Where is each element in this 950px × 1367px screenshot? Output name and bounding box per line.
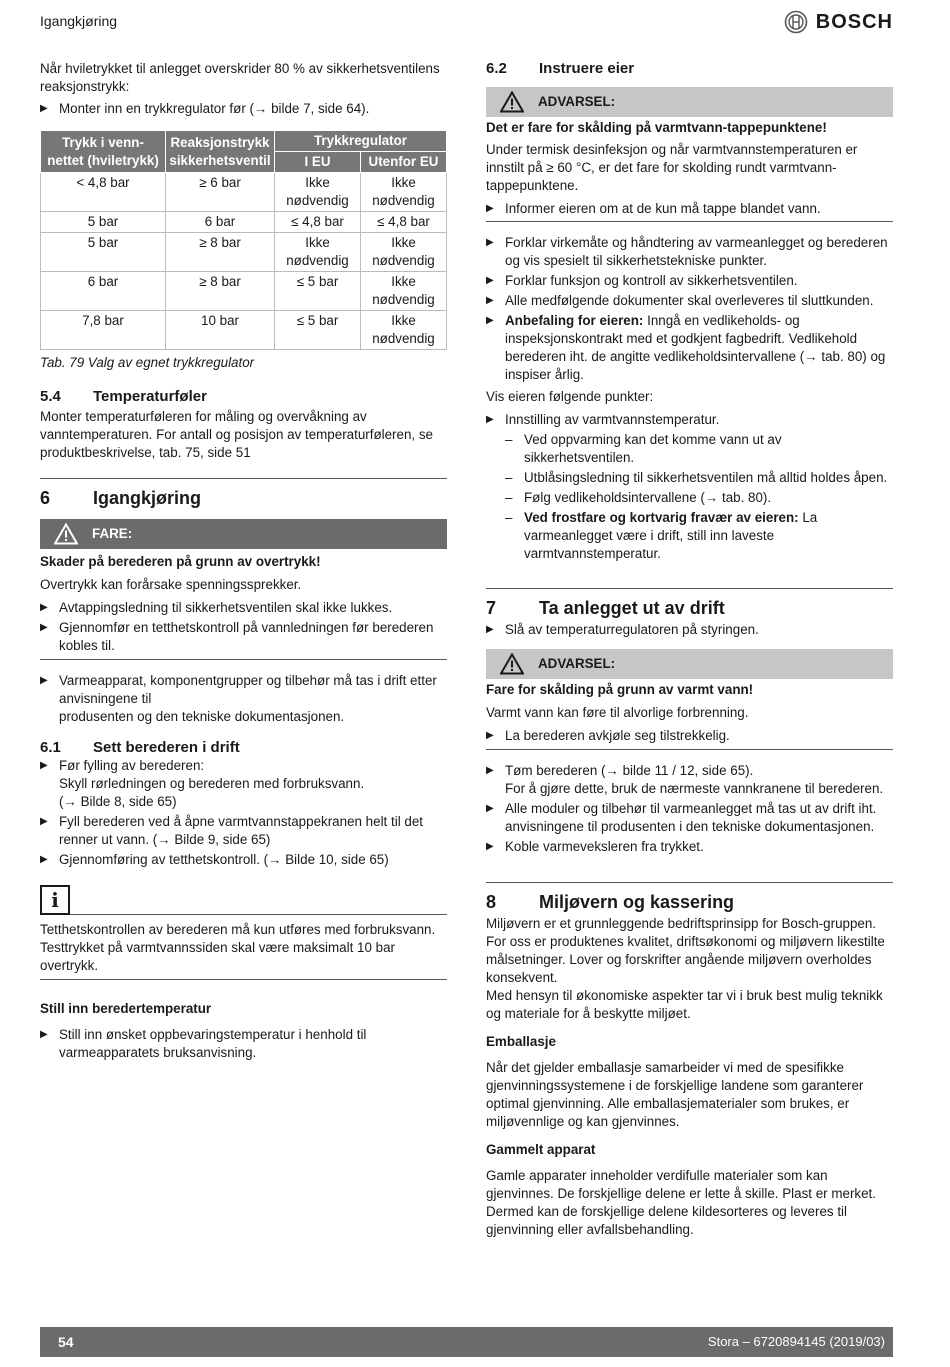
bosch-armature-icon	[784, 10, 808, 34]
section-6-heading	[40, 487, 447, 509]
bullet-arrow-icon: ▶	[40, 622, 48, 633]
right-column	[486, 60, 893, 1239]
bullet-text: Forklar funksjon og kontroll av sikkerhetsventilen.	[505, 273, 798, 288]
brand-name: BOSCH	[815, 11, 893, 33]
pressure-regulator-table	[40, 130, 447, 350]
list-item	[40, 672, 447, 726]
bullet-text: Før fylling av berederen:	[59, 758, 205, 773]
list-item	[486, 621, 893, 639]
old-appliance-text: Gamle apparater inneholder verdifulle materialer som kan gjenvinnes. De forskjellige delene er lette å skille. Plast er merket. Dermed kan de forskjellige delene kildesorteres og leveres til gjenvinning eller avfallsbehandling.	[486, 1168, 877, 1237]
table-row	[41, 173, 447, 212]
table-cell: 6 bar	[166, 212, 275, 233]
info-icon: i	[40, 885, 70, 915]
frost-label: Ved frostfare og kortvarig fravær av eieren:	[524, 510, 799, 525]
bullet-arrow-icon: ▶	[486, 841, 494, 852]
danger-end-rule	[40, 659, 447, 660]
packaging-heading: Emballasje	[486, 1034, 556, 1049]
left-column	[40, 60, 447, 1062]
table-cell: 6 bar	[41, 272, 166, 311]
dash-item: – Følg vedlikeholdsintervallene (→ tab. 80).	[505, 490, 772, 505]
bullet-arrow-icon: ▶	[40, 103, 48, 114]
table-cell: < 4,8 bar	[41, 173, 166, 212]
bullet-text: Monter inn en trykkregulator før (→ bilde 7, side 64).	[59, 101, 370, 116]
list-item	[40, 813, 447, 849]
bosch-logo	[784, 10, 893, 34]
dash-text: Ved oppvarming kan det komme vann ut av sikkerhetsventilen.	[524, 432, 782, 465]
warning-triangle-icon	[40, 523, 92, 545]
list-item	[486, 272, 893, 290]
danger-title: Skader på berederen på grunn av overtrykk!	[40, 554, 321, 569]
warning-label: ADVARSEL:	[538, 656, 616, 671]
bullet-text: (→ Bilde 8, side 65)	[59, 794, 177, 809]
list-item	[486, 800, 893, 836]
env-text-3: Med hensyn til økonomiske aspekter tar vi i bruk best mulig teknikk og materiale for å beskytte miljøet.	[486, 988, 883, 1021]
bullet-arrow-icon: ▶	[40, 854, 48, 865]
list-item	[486, 727, 893, 745]
table-cell: ≤ 4,8 bar	[361, 212, 447, 233]
table-row	[41, 272, 447, 311]
table-cell: Ikke nødvendig	[275, 173, 361, 212]
intro-text: Når hviletrykket til anlegget overskrider 80 % av sikkerhetsventilens reaksjonstrykk:	[40, 61, 440, 94]
section-number: 8	[486, 892, 497, 912]
bullet-text: Innstilling av varmtvannstemperatur.	[505, 412, 720, 427]
env-text-2: For oss er produktenes kvalitet, driftsøkonomi og miljøvern likestilte målsetninger. Lover og forskrifter angående miljøvern overholdes konsekvent.	[486, 934, 885, 985]
table-cell: Ikke nødvendig	[361, 233, 447, 272]
warning-triangle-icon	[486, 653, 538, 675]
table-caption: Tab. 79 Valg av egnet trykkregulator	[40, 355, 255, 370]
danger-text: Overtrykk kan forårsake spenningssprekker.	[40, 577, 302, 592]
intro-bullet	[40, 100, 447, 118]
section-8-heading	[486, 891, 893, 913]
th-outside-eu: Utenfor EU	[361, 152, 447, 173]
section-5-4-heading	[40, 388, 447, 406]
recommendation-label: Anbefaling for eieren:	[505, 313, 644, 328]
section-6-2-heading	[486, 60, 893, 78]
bullet-text: Alle moduler og tilbehør til varmeanlegget må tas ut av drift iht. anvisningene til produsenten i den tekniske dokumentasjonen.	[505, 801, 877, 834]
dash-item: – Utblåsingsledning til sikkerhetsventilen må alltid holdes åpen.	[505, 470, 888, 485]
section-title: Igangkjøring	[93, 488, 201, 508]
dash-text: Utblåsingsledning til sikkerhetsventilen må alltid holdes åpen.	[524, 470, 888, 485]
section-title: Temperaturføler	[93, 388, 207, 405]
warning-text: Under termisk desinfeksjon og når varmtvannstemperaturen er innstilt på ≥ 60 °C, er det fare for skolding rundt varmtvann-tappepunktene.	[486, 142, 858, 193]
section-5-4-text: Monter temperaturføleren for måling og overvåkning av vanntemperaturen. For antall og posisjon av temperaturføleren, se produktbeskrivelse, tab. 75, side 51	[40, 409, 433, 460]
bullet-text: Slå av temperaturregulatoren på styringen.	[505, 622, 759, 637]
warning-banner	[486, 87, 893, 117]
bullet-arrow-icon: ▶	[40, 602, 48, 613]
section-divider	[486, 882, 893, 883]
list-item	[486, 292, 893, 310]
bullet-arrow-icon: ▶	[486, 237, 494, 248]
bullet-text: Still inn ønsket oppbevaringstemperatur i henhold til varmeapparatets bruksanvisning.	[59, 1027, 367, 1060]
section-number: 5.4	[40, 388, 61, 405]
bullet-arrow-icon: ▶	[486, 315, 494, 326]
table-cell: ≤ 5 bar	[275, 272, 361, 311]
table-row	[41, 311, 447, 350]
table-cell: 5 bar	[41, 212, 166, 233]
section-divider	[486, 588, 893, 589]
section-title: Ta anlegget ut av drift	[539, 598, 725, 618]
list-item	[486, 762, 893, 798]
table-cell: ≤ 5 bar	[275, 311, 361, 350]
bullet-arrow-icon: ▶	[486, 803, 494, 814]
dash-item: – Ved frostfare og kortvarig fravær av eieren: La varmeanlegget være i drift, still inn laveste varmtvannstemperatur.	[505, 510, 818, 561]
env-text-1: Miljøvern er et grunnleggende bedriftsprinsipp for Bosch-gruppen.	[486, 916, 877, 931]
document-reference: Stora – 6720894145 (2019/03)	[707, 1334, 885, 1349]
list-item	[486, 411, 893, 429]
info-note	[40, 885, 447, 915]
list-item	[40, 619, 447, 655]
section-number: 7	[486, 598, 497, 618]
th-network-pressure: Trykk i venn-nettet (hviletrykk)	[41, 131, 166, 173]
th-in-eu: I EU	[275, 152, 361, 173]
bullet-text: Inngå en vedlikeholds- og inspeksjonskontrakt med et godkjent fagbedrift. Vedlikehold berederen iht. de angitte vedlikeholdsintervallene (→ tab. 80) og inspiser årlig.	[505, 313, 886, 382]
list-item	[486, 234, 893, 270]
table-cell: 5 bar	[41, 233, 166, 272]
table-cell: Ikke nødvendig	[361, 272, 447, 311]
table-cell: Ikke nødvendig	[275, 233, 361, 272]
list-item	[486, 312, 893, 384]
bullet-arrow-icon: ▶	[486, 275, 494, 286]
bullet-text: Skyll rørledningen og berederen med forbruksvann.	[59, 776, 365, 791]
dash-text: La varmeanlegget være i drift, still inn laveste varmtvannstemperatur.	[524, 510, 818, 561]
warning-label: ADVARSEL:	[538, 94, 616, 109]
section-number: 6.1	[40, 739, 61, 756]
danger-banner	[40, 519, 447, 549]
section-title: Miljøvern og kassering	[539, 892, 735, 912]
section-number: 6.2	[486, 60, 507, 77]
still-heading: Still inn beredertemperatur	[40, 1001, 212, 1016]
bullet-arrow-icon: ▶	[486, 414, 494, 425]
table-cell: ≤ 4,8 bar	[275, 212, 361, 233]
warning-end-rule	[486, 749, 893, 750]
warning-text: Varmt vann kan føre til alvorlige forbrenning.	[486, 705, 749, 720]
list-item	[486, 200, 893, 218]
page-footer	[40, 1327, 893, 1357]
bullet-text: Gjennomføring av tetthetskontroll. (→ Bilde 10, side 65)	[59, 852, 389, 867]
table-row	[41, 233, 447, 272]
list-item	[40, 757, 447, 811]
bullet-arrow-icon: ▶	[40, 816, 48, 827]
section-divider	[40, 478, 447, 479]
bullet-text: produsenten og den tekniske dokumentasjonen.	[59, 709, 345, 724]
table-row	[41, 212, 447, 233]
bullet-text: La berederen avkjøle seg tilstrekkelig.	[505, 728, 730, 743]
section-7-heading	[486, 597, 893, 619]
table-cell: Ikke nødvendig	[361, 173, 447, 212]
packaging-text: Når det gjelder emballasje samarbeider vi med de spesifikke gjenvinningssystemene i de forskjellige landene som garanterer optimal gjenvinning. Alle emballasjematerialer som brukes, er miljøvennlige og kan gjenvinnes.	[486, 1060, 864, 1129]
dash-text: Følg vedlikeholdsintervallene (→ tab. 80).	[524, 490, 772, 505]
table-cell: ≥ 8 bar	[166, 233, 275, 272]
warning-banner	[486, 649, 893, 679]
page-number: 54	[58, 1334, 74, 1350]
bullet-arrow-icon: ▶	[486, 624, 494, 635]
bullet-text: For å gjøre dette, bruk de nærmeste vannkranene til berederen.	[505, 781, 884, 796]
note-text-2: Testtrykket på varmtvannssiden skal være maksimalt 10 bar overtrykk.	[40, 940, 395, 973]
list-item	[40, 599, 447, 617]
danger-label: FARE:	[92, 526, 133, 541]
bullet-text: Informer eieren om at de kun må tappe blandet vann.	[505, 201, 821, 216]
section-title: Instruere eier	[539, 60, 635, 77]
bullet-text: Gjennomfør en tetthetskontroll på vannledningen før berederen kobles til.	[59, 620, 434, 653]
table-cell: 7,8 bar	[41, 311, 166, 350]
bullet-arrow-icon: ▶	[486, 295, 494, 306]
vis-text: Vis eieren følgende punkter:	[486, 389, 654, 404]
note-end-rule	[40, 979, 447, 980]
bullet-text: Tøm berederen (→ bilde 11 / 12, side 65).	[505, 763, 754, 778]
bullet-arrow-icon: ▶	[40, 675, 48, 686]
table-cell: ≥ 6 bar	[166, 173, 275, 212]
th-regulator-group: Trykkregulator	[275, 131, 447, 152]
list-item	[40, 851, 447, 869]
bullet-text: Forklar virkemåte og håndtering av varmeanlegget og berederen og vis spesielt til sikkerhetstekniske punkter.	[505, 235, 888, 268]
bullet-arrow-icon: ▶	[486, 203, 494, 214]
section-number: 6	[40, 488, 51, 508]
note-text-1: Tetthetskontrollen av berederen må kun utføres med forbruksvann.	[40, 922, 436, 937]
warning-title: Fare for skålding på grunn av varmt vann!	[486, 682, 754, 697]
bullet-text: Varmeapparat, komponentgrupper og tilbehør må tas i drift etter anvisningene til	[59, 673, 437, 706]
th-reaction-pressure: Reaksjonstrykk sikkerhetsventil	[166, 131, 275, 173]
warning-triangle-icon	[486, 91, 538, 113]
table-cell: ≥ 8 bar	[166, 272, 275, 311]
bullet-arrow-icon: ▶	[40, 760, 48, 771]
table-cell: Ikke nødvendig	[361, 311, 447, 350]
dash-item: – Ved oppvarming kan det komme vann ut av sikkerhetsventilen.	[486, 431, 893, 467]
list-item	[40, 1026, 447, 1062]
warning-title: Det er fare for skålding på varmtvann-tappepunktene!	[486, 120, 827, 135]
list-item	[486, 838, 893, 856]
note-rule	[70, 914, 447, 915]
bullet-text: Alle medfølgende dokumenter skal overleveres til sluttkunden.	[505, 293, 874, 308]
old-appliance-heading: Gammelt apparat	[486, 1142, 596, 1157]
table-cell: 10 bar	[166, 311, 275, 350]
section-6-1-heading	[40, 739, 447, 757]
bullet-text: Koble varmeveksleren fra trykket.	[505, 839, 704, 854]
bullet-arrow-icon: ▶	[486, 765, 494, 776]
warning-end-rule	[486, 221, 893, 222]
bullet-text: Avtappingsledning til sikkerhetsventilen skal ikke lukkes.	[59, 600, 393, 615]
running-header: Igangkjøring	[40, 13, 118, 29]
bullet-text: Fyll berederen ved å åpne varmtvannstappekranen helt til det renner ut vann. (→ Bilde 9, side 65)	[59, 814, 423, 847]
section-title: Sett berederen i drift	[93, 739, 240, 756]
bullet-arrow-icon: ▶	[486, 730, 494, 741]
bullet-arrow-icon: ▶	[40, 1029, 48, 1040]
